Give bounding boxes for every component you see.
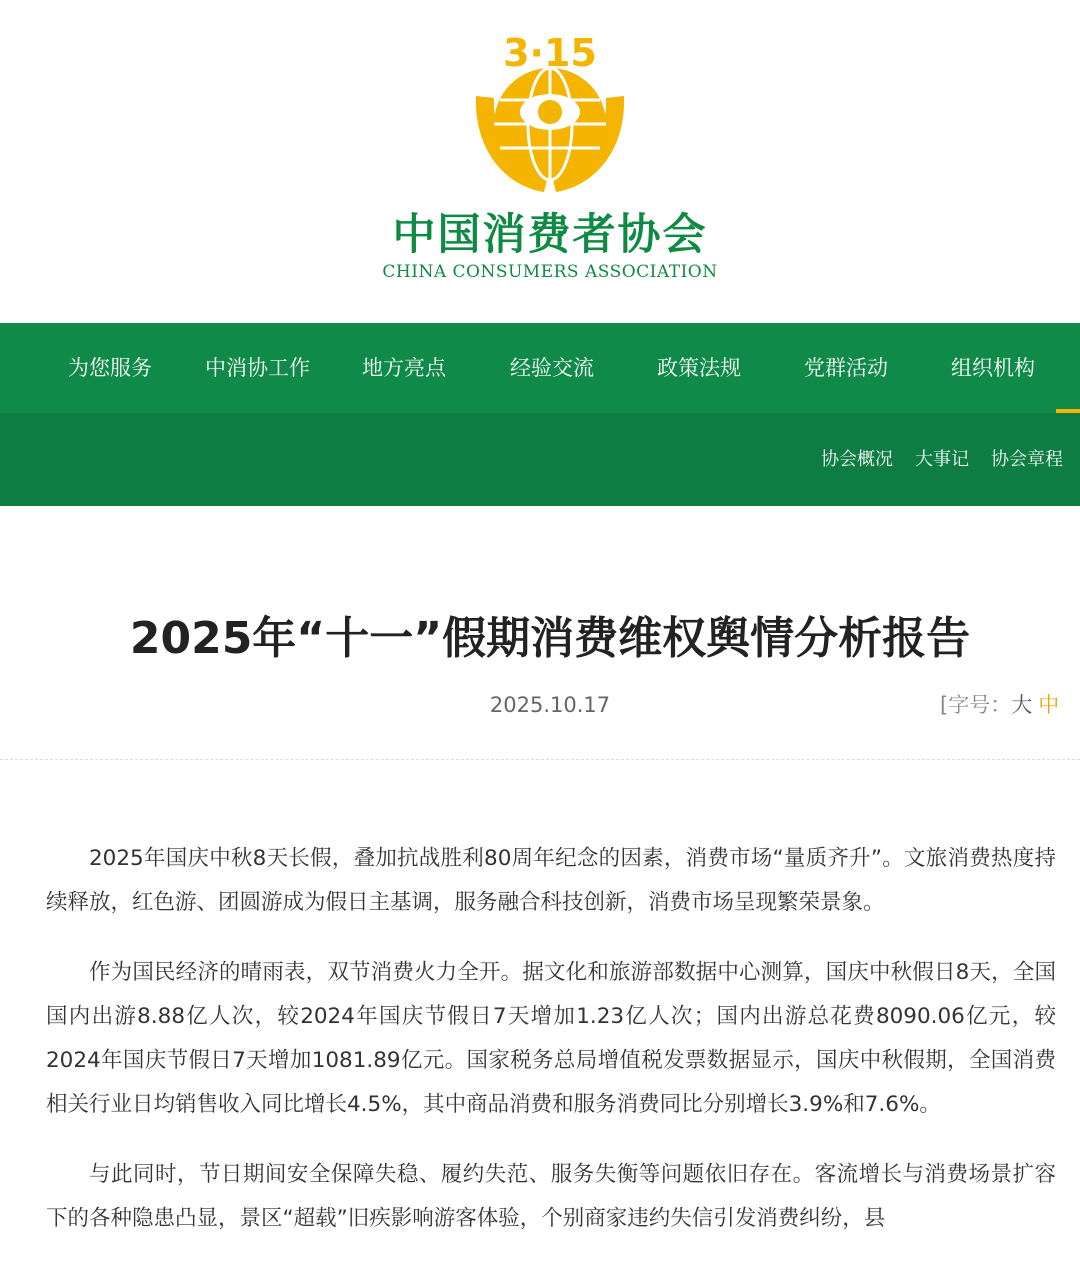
subnav-item-overview[interactable]: 协会概况 [821, 449, 893, 470]
article-date: 2025.10.17 [489, 693, 611, 717]
nav-item-local-highlights[interactable]: 地方亮点 [362, 356, 446, 380]
site-header [0, 0, 1080, 323]
article-title: 2025年“十一”假期消费维权舆情分析报告 [129, 613, 971, 665]
nav-item-cca-work[interactable]: 中消协工作 [205, 356, 310, 380]
logo-chinese-name: 中国消费者协会 [392, 210, 708, 260]
subnav-item-charter[interactable]: 协会章程 [991, 449, 1063, 470]
cca-315-emblem-icon [466, 26, 634, 196]
article-paragraph: 2025年国庆中秋8天长假，叠加抗战胜利80周年纪念的因素，消费市场“量质齐升”。文旅消费热度持续释放，红色游、团圆游成为假日主基调，服务融合科技创新，消费市场呈现繁荣景象。 [46, 846, 1056, 915]
nav-item-party-activities[interactable]: 党群活动 [804, 356, 888, 380]
font-size-medium-button[interactable]: 中 [1038, 693, 1060, 717]
svg-text:3·15: 3·15 [503, 31, 597, 75]
divider [0, 759, 1080, 760]
font-size-label: [字号： [940, 693, 1012, 717]
article-paragraph: 作为国民经济的晴雨表，双节消费火力全开。据文化和旅游部数据中心测算，国庆中秋假日8天，全国国内出游8.88亿人次，较2024年国庆节假日7天增加1.23亿人次；国内出游总花费8090.06亿元，较2024年国庆节假日7天增加1081.89亿元。国家税务总局增值税发票数据显示，国庆中秋假期，全国消费相关行业日均销售收入同比增长4.5%，其中商品消费和服务消费同比分别增长3.9%和7.6%。 [46, 960, 1056, 1117]
sub-nav [0, 413, 1080, 506]
font-size-large-button[interactable]: 大 [1011, 693, 1033, 717]
font-size-switcher [940, 690, 1059, 720]
subnav-item-milestones[interactable]: 大事记 [915, 449, 969, 470]
nav-item-organization[interactable]: 组织机构 [951, 356, 1035, 380]
nav-item-experience-exchange[interactable]: 经验交流 [510, 356, 594, 380]
site-logo[interactable] [370, 20, 730, 295]
nav-item-policies-regulations[interactable]: 政策法规 [657, 356, 741, 380]
logo-english-name: CHINA CONSUMERS ASSOCIATION [382, 262, 718, 282]
article-paragraph: 与此同时，节日期间安全保障失稳、履约失范、服务失衡等问题依旧存在。客流增长与消费场景扩容下的各种隐患凸显，景区“超载”旧疾影响游客体验，个别商家违约失信引发消费纠纷，县 [46, 1162, 1056, 1231]
main-nav [0, 323, 1080, 413]
article-body [46, 837, 1056, 1267]
nav-item-services[interactable]: 为您服务 [68, 356, 152, 380]
